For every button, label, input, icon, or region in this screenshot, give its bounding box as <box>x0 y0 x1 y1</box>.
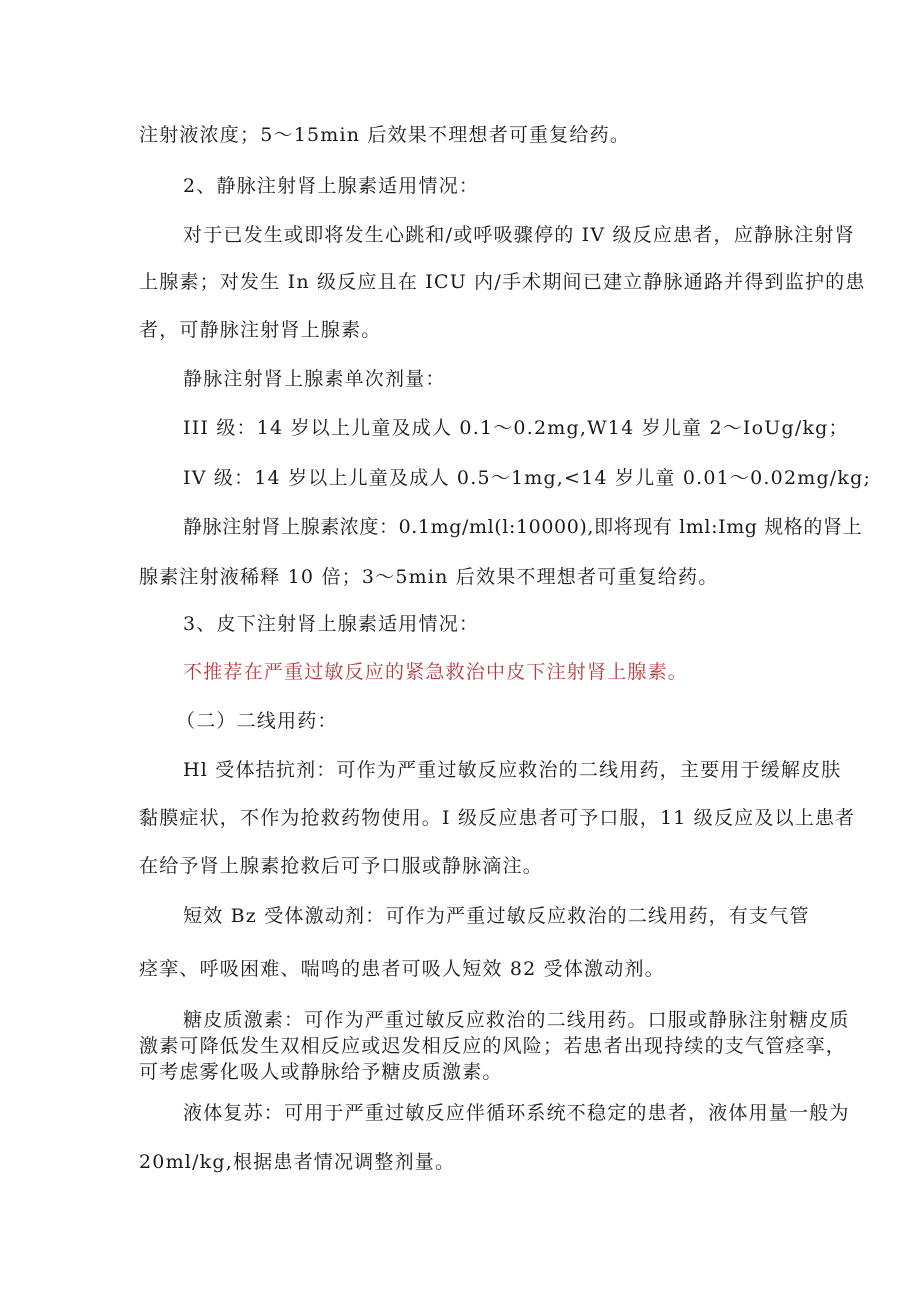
dose-grade-iv: IV 级：14 岁以上儿童及成人 0.5～1mg,<14 岁儿童 0.01～0.02mg/kg; <box>183 467 872 489</box>
text-line-6: 静脉注射肾上腺素单次剂量： <box>183 368 446 390</box>
text-line-10: 腺素注射液稀释 10 倍；3～5min 后效果不理想者可重复给药。 <box>139 566 719 588</box>
text-line-4: 上腺素；对发生 In 级反应且在 ICU 内/手术期间已建立静脉通路并得到监护的患 <box>139 271 866 293</box>
text-line-19: 糖皮质激素：可作为严重过敏反应救治的二线用药。口服或静脉注射糖皮质 <box>183 1009 850 1031</box>
highlighted-warning-text: 不推荐在严重过敏反应的紧急救治中皮下注射肾上腺素。 <box>183 661 689 683</box>
text-line-5: 者，可静脉注射肾上腺素。 <box>139 319 382 341</box>
text-line-17: 短效 Bz 受体激动剂：可作为严重过敏反应救治的二线用药，有支气管 <box>183 905 810 927</box>
text-line-14: Hl 受体拮抗剂：可作为严重过敏反应救治的二线用药，主要用于缓解皮肤 <box>183 759 842 781</box>
dose-grade-iii: III 级：14 岁以上儿童及成人 0.1～0.2mg,W14 岁儿童 2～IoUg/kg； <box>183 417 849 439</box>
text-line-18: 痉挛、呼吸困难、喘鸣的患者可吸人短效 82 受体激动剂。 <box>139 958 665 980</box>
text-line-3: 对于已发生或即将发生心跳和/或呼吸骤停的 IV 级反应患者，应静脉注射肾 <box>183 224 855 246</box>
text-line-1: 注射液浓度；5～15min 后效果不理想者可重复给药。 <box>139 124 631 146</box>
text-line-16: 在给予肾上腺素抢救后可予口服或静脉滴注。 <box>139 855 544 877</box>
text-line-21: 可考虑雾化吸人或静脉给予糖皮质激素。 <box>139 1061 503 1083</box>
section-heading-second-line-drugs: （二）二线用药： <box>176 710 338 732</box>
text-line-15: 黏膜症状，不作为抢救药物使用。I 级反应患者可予口服，11 级反应及以上患者 <box>139 807 856 829</box>
section-heading-2: 2、静脉注射肾上腺素适用情况： <box>183 175 480 197</box>
text-line-23: 20ml/kg,根据患者情况调整剂量。 <box>139 1151 456 1173</box>
text-line-20: 激素可降低发生双相反应或迟发相反应的风险；若患者出现持续的支气管痉挛， <box>139 1035 847 1057</box>
section-heading-3: 3、皮下注射肾上腺素适用情况： <box>183 613 480 635</box>
text-line-9: 静脉注射肾上腺素浓度：0.1mg/ml(l:10000),即将现有 lml:Img 规格的肾上 <box>183 516 863 538</box>
text-line-22: 液体复苏：可用于严重过敏反应伴循环系统不稳定的患者，液体用量一般为 <box>183 1102 850 1124</box>
